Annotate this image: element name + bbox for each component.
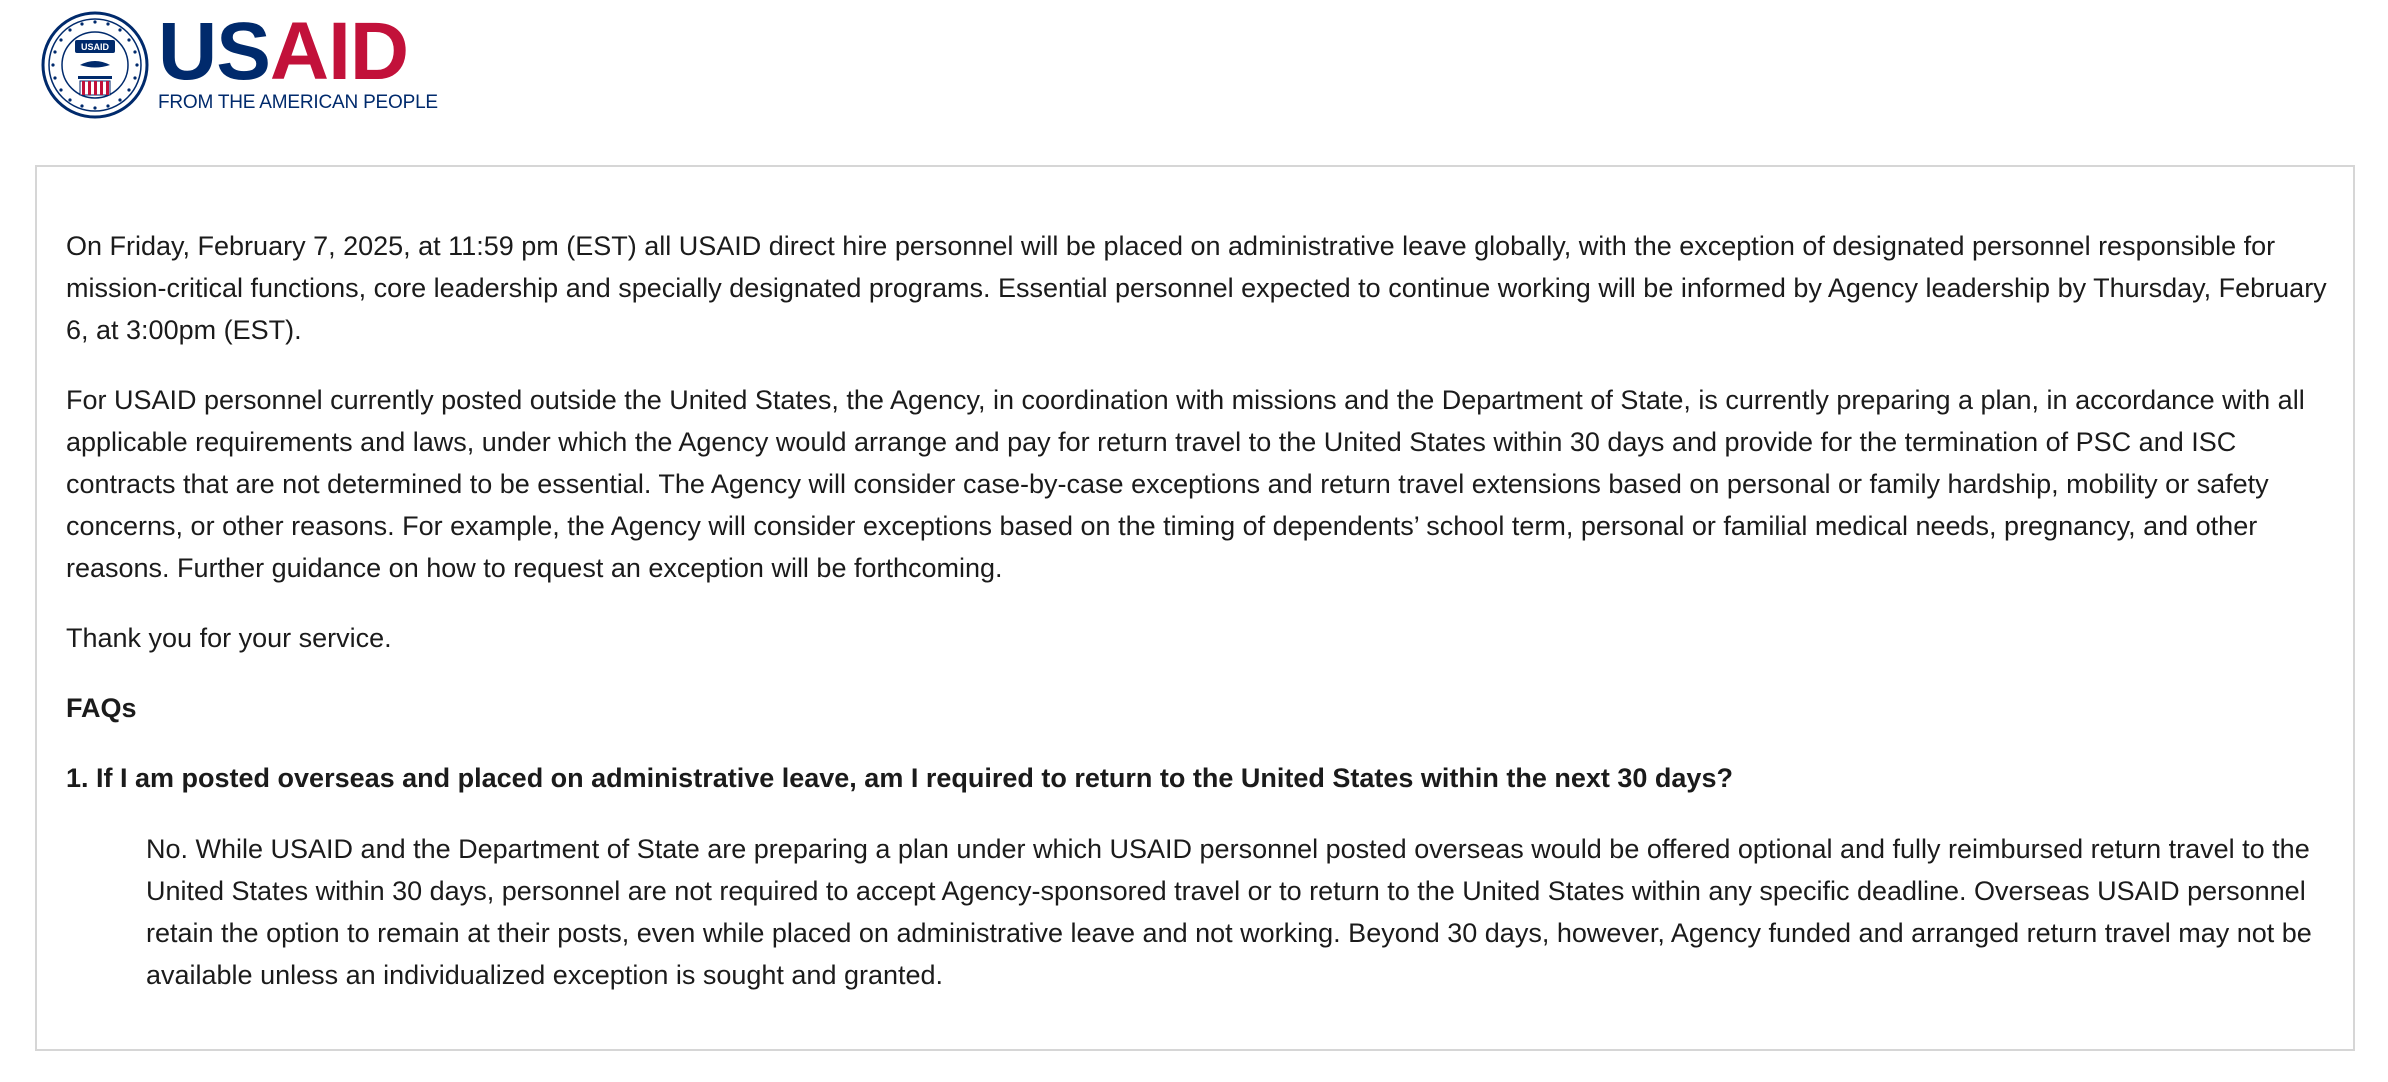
paragraph-admin-leave: On Friday, February 7, 2025, at 11:59 pm (EST) all USAID direct hire personnel will be placed on administrative leave globally, with the exception of designated personnel responsible for mission-critical functions, core leadership and specially designated programs. Essential personnel expected to continue working will be informed by Agency leadership by Thursday, February 6, at 3:00pm (EST). (66, 231, 2327, 345)
wordmark-text (158, 6, 438, 97)
faq-question: 1. If I am posted overseas and placed on administrative leave, am I required to return to the United States within the next 30 days? (66, 763, 1733, 793)
announcement-content (66, 225, 2336, 996)
usaid-wordmark (158, 6, 438, 114)
wordmark-us: US (158, 6, 270, 97)
svg-text:USAID: USAID (80, 42, 110, 52)
wordmark-aid: AID (269, 6, 409, 97)
paragraph-thank-you: Thank you for your service. (66, 623, 392, 653)
logo-tagline: FROM THE AMERICAN PEOPLE (158, 92, 438, 113)
faq-answer: No. While USAID and the Department of State are preparing a plan under which USAID personnel posted overseas would be offered optional and fully reimbursed return travel to the United States within 30 days, personnel are not required to accept Agency-sponsored travel or to return to the United States within any specific deadline. Overseas USAID personnel retain the option to remain at their posts, even while placed on administrative leave and not working. Beyond 30 days, however, Agency funded and arranged return travel may not be available unless an individualized exception is sought and granted. (146, 834, 2312, 990)
usaid-seal-icon (40, 10, 150, 120)
announcement-box (35, 165, 2355, 1051)
faq-heading: FAQs (66, 693, 137, 723)
paragraph-overseas-personnel: For USAID personnel currently posted outside the United States, the Agency, in coordination with missions and the Department of State, is currently preparing a plan, in accordance with all applicable requirements and laws, under which the Agency would arrange and pay for return travel to the United States within 30 days and provide for the termination of PSC and ISC contracts that are not determined to be essential. The Agency will consider case-by-case exceptions and return travel extensions based on personal or family hardship, mobility or safety concerns, or other reasons. For example, the Agency will consider exceptions based on the timing of dependents’ school term, personal or familial medical needs, pregnancy, and other reasons. Further guidance on how to request an exception will be forthcoming. (66, 385, 2305, 583)
usaid-logo (40, 6, 438, 120)
